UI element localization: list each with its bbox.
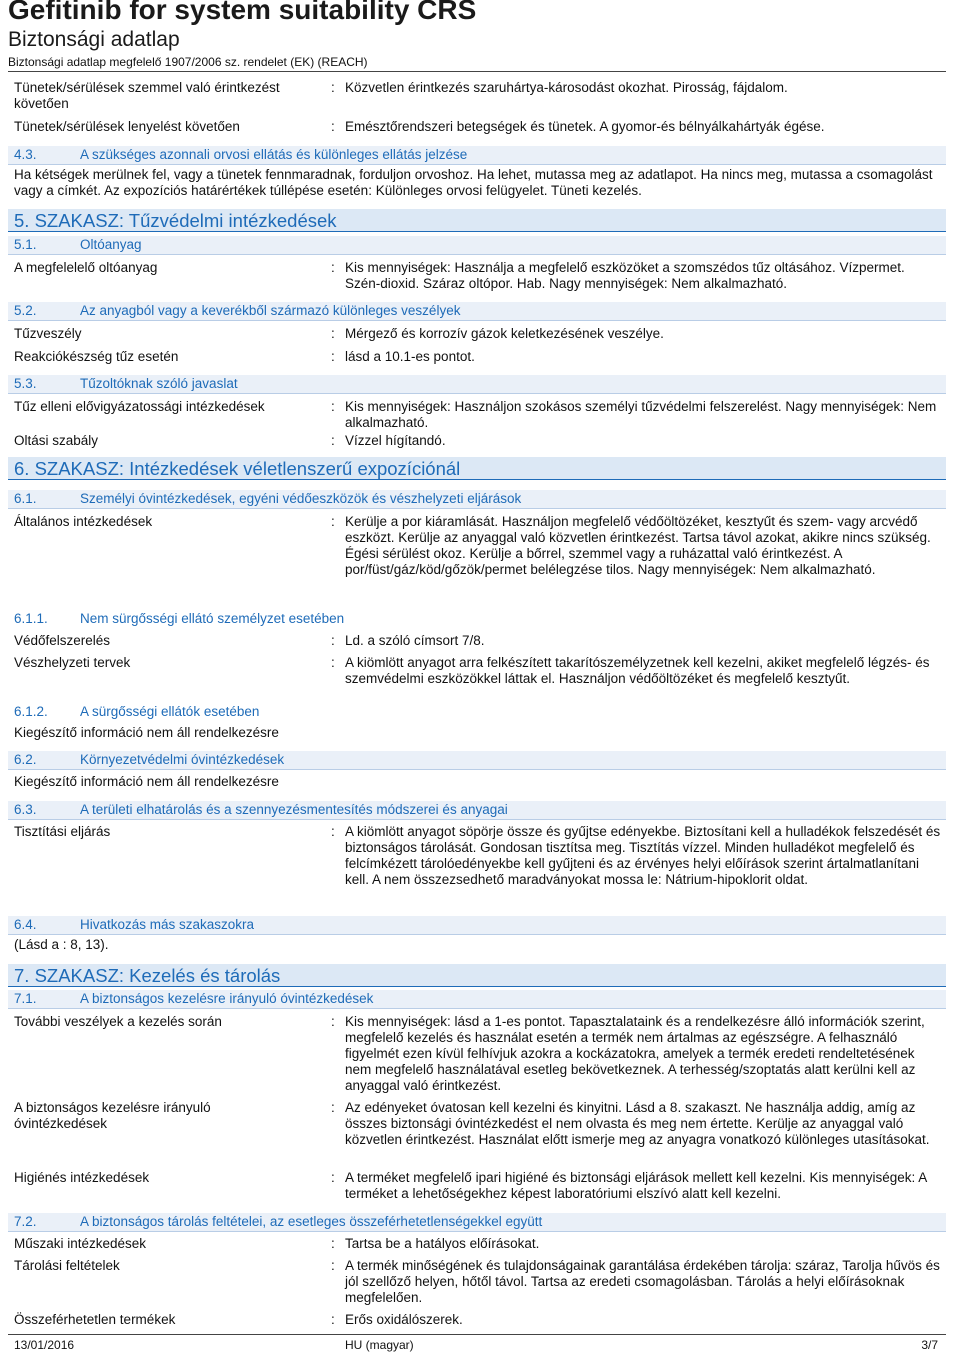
row-value: Kis mennyiségek: Használjon szokásos személyi tűzvédelmi felszerelést. Nagy mennyiségek: Nem alkalmazható.: [345, 399, 937, 430]
row-value: A termék minőségének és tulajdonságainak garantálása érdekében tárolja: száraz, Tarolja hűvös és jól szellőző helyen, hőtől távol. Tartsa az eredeti csomagolásban. Tárolás a helyi előírásoknak megfelelően.: [345, 1258, 940, 1305]
subsection-5-1: [8, 236, 946, 255]
subsection-number: 6.1.1.: [14, 611, 48, 626]
subsection-number: 4.3.: [14, 147, 37, 162]
row-value: Ld. a szóló címsort 7/8.: [345, 633, 485, 648]
row-label: Általános intézkedések: [14, 514, 153, 529]
subsection-number: 5.1.: [14, 237, 37, 252]
row-value: Kis mennyiségek: Használja a megfelelő eszközöket a szomszédos tűz oltásához. Vízpermet. Szén-dioxid. Száraz oltópor. Hab. Nagy mennyiségek: Nem alkalmazható.: [345, 260, 905, 291]
row-separator: :: [331, 1170, 335, 1185]
subsection-number: 6.3.: [14, 802, 37, 817]
row-separator: :: [331, 80, 335, 95]
subsection-title: Tűzoltóknak szóló javaslat: [80, 376, 238, 391]
row-value: A terméket megfelelő ipari higiéné és biztonsági eljárások mellett kell kezelni. Kis mennyiségek: A terméket a lehetőségekhez képest laboratóriumi elszívó alatt kell kezelni.: [345, 1170, 927, 1201]
subsection-title: Az anyagból vagy a keverékből származó különleges veszélyek: [80, 303, 461, 318]
row-separator: :: [331, 514, 335, 529]
row-separator: :: [331, 1100, 335, 1115]
subsection-title: A szükséges azonnali orvosi ellátás és különleges ellátás jelzése: [80, 147, 468, 162]
subsection-6-1: [8, 490, 946, 509]
row-label: Tárolási feltételek: [14, 1258, 120, 1273]
section-heading-text: 7. SZAKASZ: Kezelés és tárolás: [14, 965, 281, 986]
subsection-title: A biztonságos tárolás feltételei, az esetleges összeférhetetlenségekkel együtt: [80, 1214, 543, 1229]
row-value: Kis mennyiségek: lásd a 1-es pontot. Tapasztalataink és a rendelkezésre álló információk szerint, megfelelő kezelés és használat esetén a termék nem ártalmas az egészségre. A felhasználó figyelmét ezen kívül felhívjuk azokra a kockázatokra, amelyek a termék eredeti rendeltetésének nem megfelelő használatával esetleg bekövetkeznek. A terhesség/szoptatás alatt kerülni kell az anyaggal való érintkezést.: [345, 1014, 925, 1093]
row-value: lásd a 10.1-es pontot.: [345, 349, 475, 364]
row-label: Összeférhetetlen termékek: [14, 1312, 176, 1327]
subsection-5-3: [8, 375, 946, 394]
subsection-number: 6.2.: [14, 752, 37, 767]
regulation-line: Biztonsági adatlap megfelelő 1907/2006 sz. rendelet (EK) (REACH): [8, 55, 368, 69]
subsection-number: 6.4.: [14, 917, 37, 932]
row-label: Tűz elleni elővigyázatossági intézkedések: [14, 399, 265, 414]
subsection-6-1-2: [8, 703, 946, 721]
section-6-heading: [8, 457, 946, 480]
subsection-title: Hivatkozás más szakaszokra: [80, 917, 255, 932]
row-value: A kiömlött anyagot söpörje össze és gyűjtse edényekbe. Biztosítani kell a hulladékok felszedését és biztonságos tárolását. Gondosan tisztítsa meg. Tisztítás vízzel. Minden hulladékot megfelelő és felcímkézett tárolóedényekbe kell gyűjteni és az érvényes helyi előírások szerint ártalmatlanítani kell. A nem összezsedhető maradványokat mossa le: Nátrium-hipoklorit oldat.: [345, 824, 941, 887]
row-separator: :: [331, 1312, 335, 1327]
row-separator: :: [331, 1014, 335, 1029]
row-separator: :: [331, 260, 335, 275]
row-value: Vízzel hígítandó.: [345, 433, 446, 448]
row-separator: :: [331, 119, 335, 134]
document-type: Biztonsági adatlap: [8, 28, 180, 51]
header-divider: [8, 71, 946, 72]
subsection-title: Személyi óvintézkedések, egyéni védőeszközök és vészhelyzeti eljárások: [80, 491, 522, 506]
row-separator: :: [331, 326, 335, 341]
section-7-heading: [8, 964, 946, 987]
row-separator: :: [331, 399, 335, 414]
paragraph-4-3: Ha kétségek merülnek fel, vagy a tünetek fennmaradnak, forduljon orvoshoz. Ha lehet, mutassa meg az adatlapot. Ha nincs meg, mutassa a csomagolást vagy a címkét. Az expozíciós határértékek túllépése esetén: Különleges orvosi felügyelet. Tüneti kezelés.: [14, 167, 933, 198]
row-value: Tartsa be a hatályos előírásokat.: [345, 1236, 540, 1251]
subsection-title: Környezetvédelmi óvintézkedések: [80, 752, 285, 767]
footer-divider: [8, 1334, 946, 1335]
row-label: Tisztítási eljárás: [14, 824, 111, 839]
row-value: Emésztőrendszeri betegségek és tünetek. A gyomor-és bélnyálkahártyák égése.: [345, 119, 825, 134]
subsection-6-4: [8, 916, 946, 935]
subsection-5-2: [8, 302, 946, 321]
subsection-7-1: [8, 990, 946, 1009]
row-value: Mérgező és korrozív gázok keletkezésének veszélye.: [345, 326, 664, 341]
paragraph-6-4: (Lásd a : 8, 13).: [14, 937, 109, 952]
section-heading-text: 6. SZAKASZ: Intézkedések véletlenszerű expozíciónál: [14, 458, 461, 479]
row-separator: :: [331, 824, 335, 839]
row-separator: :: [331, 655, 335, 670]
row-separator: :: [331, 633, 335, 648]
row-label: Védőfelszerelés: [14, 633, 111, 648]
row-value: Erős oxidálószerek.: [345, 1312, 463, 1327]
row-label: Műszaki intézkedések: [14, 1236, 147, 1251]
row-separator: :: [331, 1236, 335, 1251]
row-separator: :: [331, 349, 335, 364]
subsection-number: 6.1.2.: [14, 704, 48, 719]
subsection-title: Oltóanyag: [80, 237, 142, 252]
subsection-number: 5.2.: [14, 303, 37, 318]
paragraph-6-1-2: Kiegészítő információ nem áll rendelkezésre: [14, 725, 279, 740]
subsection-title: Nem sürgősségi ellátó személyzet esetében: [80, 611, 345, 626]
row-label: Tünetek/sérülések szemmel való érintkezést követően: [14, 80, 280, 111]
paragraph-6-2: Kiegészítő információ nem áll rendelkezésre: [14, 774, 279, 789]
subsection-title: A területi elhatárolás és a szennyezésmentesítés módszerei és anyagai: [80, 802, 508, 817]
row-value: Kerülje a por kiáramlását. Használjon megfelelő védőöltözéket, kesztyűt és szem- vagy arcvédő eszközt. Kerülje az anyaggal való közvetlen érintkezést. Tartsa távol azokat, akikre nincs szükség. Égési sérülést okoz. Kerülje a bőrrel, szemmel vagy a ruházattal való érintkezést. A por/füst/gáz/köd/gőzök/permet belélegzése tilos. Nagy mennyiségek: Nem alkalmazható.: [345, 514, 931, 577]
section-heading-text: 5. SZAKASZ: Tűzvédelmi intézkedések: [14, 210, 337, 231]
footer-page-number: 3/7: [921, 1338, 938, 1352]
row-label: A biztonságos kezelésre irányuló óvintézkedések: [14, 1100, 211, 1131]
subsection-7-2: [8, 1213, 946, 1232]
subsection-6-3: [8, 801, 946, 820]
row-label: Higiénés intézkedések: [14, 1170, 150, 1185]
footer-date: 13/01/2016: [14, 1338, 75, 1352]
subsection-number: 5.3.: [14, 376, 37, 391]
row-separator: :: [331, 433, 335, 448]
row-label: Vészhelyzeti tervek: [14, 655, 131, 670]
row-value: Közvetlen érintkezés szaruhártya-károsodást okozhat. Pirosság, fájdalom.: [345, 80, 788, 95]
row-label: Reakciókészség tűz esetén: [14, 349, 179, 364]
row-separator: :: [331, 1258, 335, 1273]
subsection-number: 7.2.: [14, 1214, 37, 1229]
subsection-4-3: [8, 146, 946, 165]
subsection-6-2: [8, 751, 946, 770]
row-label: A megfelelelő oltóanyag: [14, 260, 158, 275]
subsection-title: A biztonságos kezelésre irányuló óvintézkedések: [80, 991, 374, 1006]
section-5-heading: [8, 209, 946, 232]
row-label: Tünetek/sérülések lenyelést követően: [14, 119, 240, 134]
footer-language: HU (magyar): [345, 1338, 414, 1352]
row-label: További veszélyek a kezelés során: [14, 1014, 222, 1029]
subsection-number: 7.1.: [14, 991, 37, 1006]
row-value: A kiömlött anyagot arra felkészített takarítószemélyzetnek kell kezelni, akiket megfelelő légzés- és szemvédelmi eszközökkel láttak el. Használjon védőöltözéket és megfelelő kesztyűt.: [345, 655, 930, 686]
subsection-number: 6.1.: [14, 491, 37, 506]
row-label: Oltási szabály: [14, 433, 99, 448]
subsection-6-1-1: [8, 610, 946, 628]
subsection-title: A sürgősségi ellátók esetében: [80, 704, 260, 719]
row-label: Tűzveszély: [14, 326, 82, 341]
product-name: Gefitinib for system suitability CRS: [8, 0, 477, 25]
row-value: Az edényeket óvatosan kell kezelni és kinyitni. Lásd a 8. szakaszt. Ne használja addig, amíg az összes biztonsági óvintézkedést el nem olvasta és meg nem értette. Kerülje az anyaggal való közvetlen érintkezést. Használat előtt ismerje meg az anyagra vonatkozó különleges utasításokat.: [345, 1100, 930, 1147]
